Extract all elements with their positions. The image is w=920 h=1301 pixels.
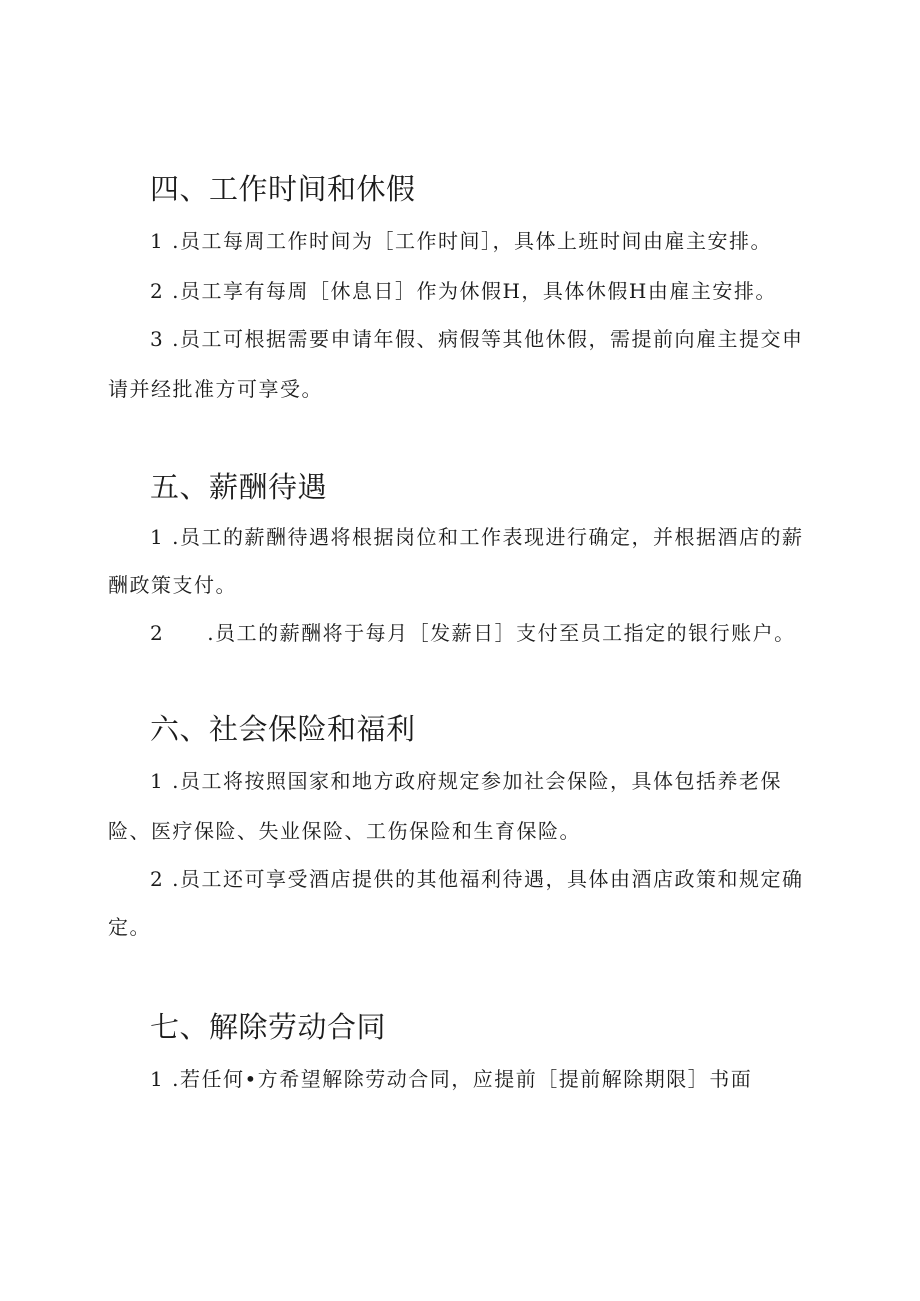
section-heading-work-hours: 四、工作时间和休假 xyxy=(150,172,416,206)
paragraph-line: 定。 xyxy=(108,915,151,939)
paragraph-line: 1 .员工将按照国家和地方政府规定参加社会保险，具体包括养老保 xyxy=(150,769,782,793)
paragraph-line: 请并经批准方可享受。 xyxy=(108,377,323,401)
paragraph-line: 1 .员工的薪酬待遇将根据岗位和工作表现进行确定，并根据酒店的薪 xyxy=(150,525,804,549)
section-heading-salary: 五、薪酬待遇 xyxy=(150,470,328,504)
paragraph-line: 3 .员工可根据需要申请年假、病假等其他休假，需提前向雇主提交申 xyxy=(150,327,804,351)
paragraph-line: 1 .员工每周工作时间为［工作时间］，具体上班时间由雇主安排。 xyxy=(150,229,772,253)
section-heading-termination: 七、解除劳动合同 xyxy=(150,1010,387,1044)
paragraph-line: 1 .若任何•方希望解除劳动合同，应提前［提前解除期限］书面 xyxy=(150,1067,753,1091)
section-heading-insurance: 六、社会保险和福利 xyxy=(150,712,416,746)
paragraph-line: 险、医疗保险、失业保险、工伤保险和生育保险。 xyxy=(108,819,581,843)
paragraph-line: 2 .员工享有每周［休息日］作为休假H，具体休假H由雇主安排。 xyxy=(150,279,777,303)
paragraph-line: 酬政策支付。 xyxy=(108,573,237,597)
paragraph-line: 2 .员工的薪酬将于每月［发薪日］支付至员工指定的银行账户。 xyxy=(150,621,796,645)
paragraph-line: 2 .员工还可享受酒店提供的其他福利待遇，具体由酒店政策和规定确 xyxy=(150,867,804,891)
